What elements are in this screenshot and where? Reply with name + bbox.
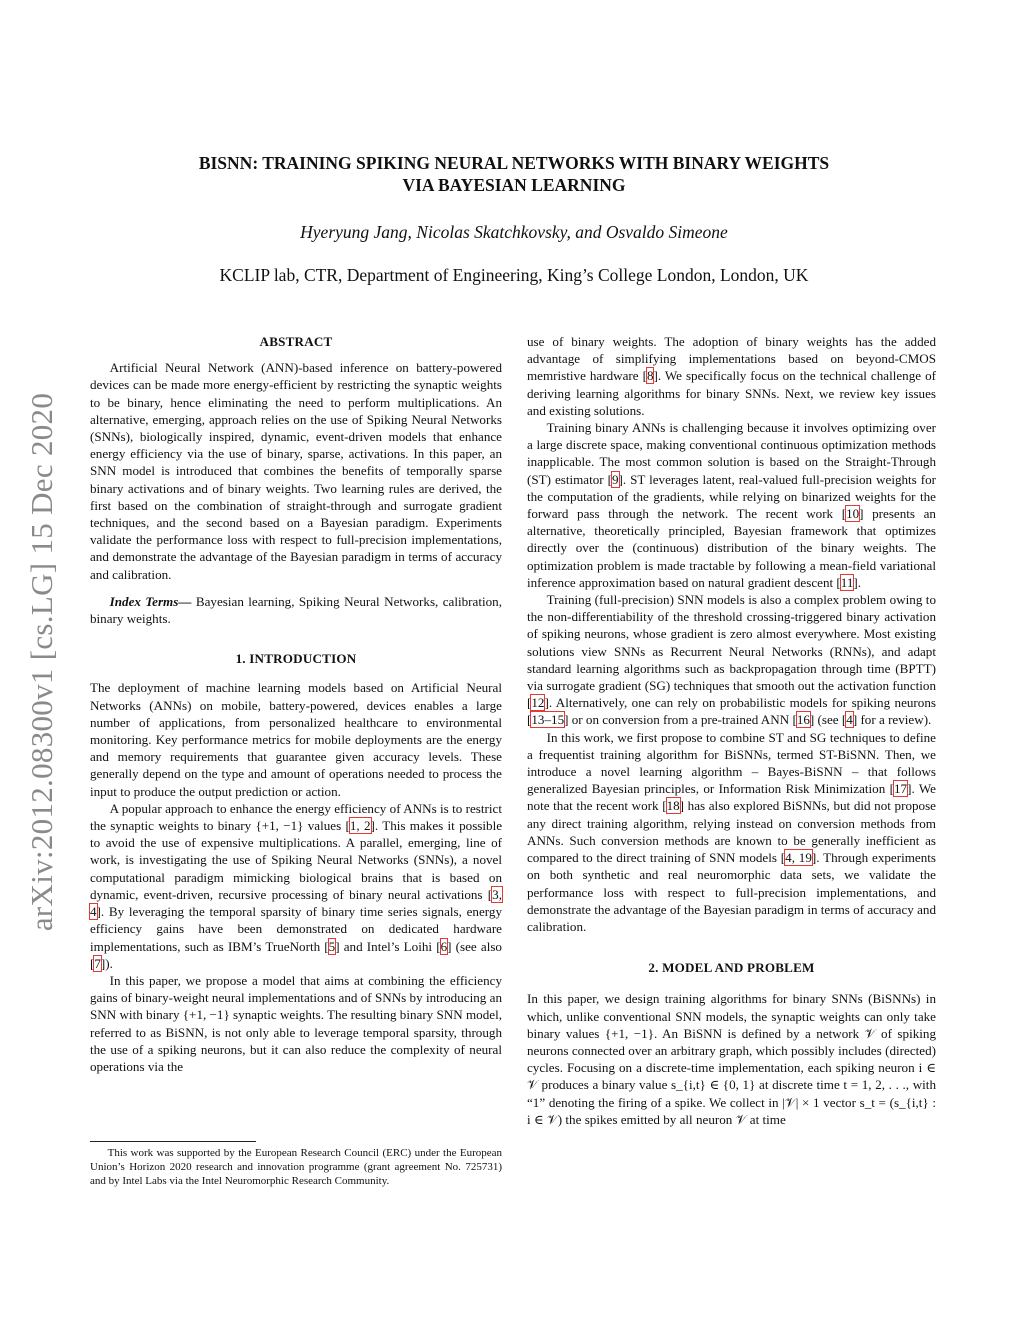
citation-link[interactable]: 7 (94, 955, 101, 971)
citation-link[interactable]: 11 (840, 574, 854, 590)
right-paragraph-1 (527, 333, 936, 419)
intro-paragraph-3: In this paper, we propose a model that aims at combining the efficiency gains of binary-weight neural implementations and of SNNs by introducing an SNN with binary {+1, −1} synaptic weights. The resulting binary SNN model, referred to as BiSNN, is not only able to leverage temporal sparsity, through the use of a spiking neurons, but it can also reduce the complexity of neural operations via the (90, 972, 502, 1074)
footnote (90, 1141, 502, 1189)
text-span: ]. We note that the recent work [ (527, 781, 936, 814)
citation-link[interactable]: 10 (846, 506, 860, 522)
index-terms-text: Bayesian learning, Spiking Neural Networks, calibration, binary weights. (90, 593, 502, 627)
abstract-heading: ABSTRACT (259, 334, 333, 349)
text-span: ]. Through experiments on both synthetic and real neuromorphic data sets, we validate the performance loss with respect to full-precision implementations, and demonstrate the advantage of the Bayesian paradigm in terms of accuracy and calibration. (527, 850, 937, 934)
text-span: ] presents an alternative, theoretically principled, Bayesian framework that optimizes directly over the (continuous) distribution of the binary weights. The optimization problem is made tractable by following a mean-field variational inference approximation based on natural gradient descent [ (527, 506, 936, 590)
citation-link[interactable]: 4 (846, 712, 853, 728)
text-span: Training binary ANNs is challenging because it involves optimizing over a large discrete space, making conventional continuous optimization methods inapplicable. The most common solution is based on the Straight-Through (ST) estimator [ (527, 420, 936, 487)
footnote-rule (90, 1141, 256, 1142)
index-terms (90, 593, 502, 627)
section-2-heading: 2. MODEL AND PROBLEM (648, 960, 815, 976)
right-paragraph-4 (527, 729, 936, 935)
text-span: ] (see also [ (90, 938, 502, 971)
introduction-heading: 1. INTRODUCTION (235, 651, 357, 667)
abstract-body: Artificial Neural Network (ANN)-based inference on battery-powered devices can be made more energy-efficient by restricting the synaptic weights to be binary, hence eliminating the need to perform multiplications. An alternative, emerging, approach relies on the use of Spiking Neural Networks (SNNs), biologically inspired, dynamic, event-driven models that enhance energy efficiency via the use of binary, sparse, activations. In this paper, an SNN model is introduced that combines the benefits of temporally sparse binary activations and of binary weights. Two learning rules are derived, the first based on the combination of straight-through and surrogate gradient techniques, and the second based on a Bayesian paradigm. Experiments validate the performance loss with respect to full-precision implementations, and demonstrate the advantage of the Bayesian paradigm in terms of accuracy and calibration. (90, 360, 502, 582)
text-span: ] (see [ (809, 712, 847, 728)
text-span: use of binary weights. The adoption of binary weights has the added advantage of simplifying implementations based on beyond-CMOS memristive hardware [ (527, 334, 936, 384)
text-span: ]). (100, 955, 113, 971)
text-span: ] or on conversion from a pre-trained ANN [ (564, 712, 797, 728)
citation-link[interactable]: 4, 19 (785, 850, 812, 866)
citation-link[interactable]: 13–15 (531, 712, 565, 728)
text-span: Training (full-precision) SNN models is also a complex problem owing to the non-differentiability of the threshold crossing-triggered binary activation of spiking neurons, whose gradient is zero almost everywhere. Most existing solutions view SNNs as Recurrent Neural Networks (RNNs), and adapt standard learning algorithms such as backpropagation through time (BPTT) via surrogate gradient (SG) techniques that smooth out the activation function [ (527, 592, 936, 711)
paper-title (90, 152, 938, 196)
text-span: ]. Alternatively, one can rely on probabilistic models for spiking neurons [ (527, 695, 936, 728)
right-paragraph-2 (527, 419, 936, 591)
text-span: ]. We specifically focus on the technical challenge of deriving learning algorithms for binary SNNs. Next, we review key issues and existing solutions. (527, 368, 936, 418)
citation-link[interactable]: 17 (894, 781, 908, 797)
citation-link[interactable]: 1, 2 (349, 818, 371, 834)
text-span: In this work, we first propose to combine ST and SG techniques to define a frequentist training algorithm for BiSNNs, termed ST-BiSNN. Then, we introduce a novel learning algorithm – Bayes-BiSNN – that follows generalized Bayesian principles, or Information Risk Minimization [ (527, 729, 936, 797)
index-terms-label: Index Terms— (109, 593, 192, 609)
citation-link[interactable]: 9 (611, 471, 619, 487)
right-column (527, 333, 936, 1128)
citation-link[interactable]: 5 (328, 938, 336, 954)
citation-link[interactable]: 18 (666, 798, 680, 814)
right-paragraph-3 (527, 591, 936, 729)
left-column (90, 333, 502, 1075)
footnote-text: This work was supported by the European Research Council (ERC) under the European Union’s Horizon 2020 research and innovation programme (grant agreement No. 725731) and by Intel Labs via the Intel Neuromorphic Research Community. (90, 1147, 502, 1187)
text-span: A popular approach to enhance the energy efficiency of ANNs is to restrict the synaptic weights to binary {+1, −1} values [ (90, 800, 502, 834)
citation-link[interactable]: 16 (796, 712, 810, 728)
citation-link[interactable]: 12 (531, 695, 545, 711)
authors: Hyeryung Jang, Nicolas Skatchkovsky, and Osvaldo Simeone (300, 222, 728, 242)
text-span: ]. (853, 574, 862, 590)
arxiv-identifier (17, 352, 67, 972)
intro-paragraph-1: The deployment of machine learning models based on Artificial Neural Networks (ANNs) on mobile, battery-powered, devices enables a large number of applications, from personalized healthcare to environmental monitoring. Key performance metrics for mobile deployments are the energy and memory requirements that guarantee given accuracy levels. These generally depend on the type and amount of operations needed to process the input to produce the output prediction or action. (90, 680, 502, 799)
affiliation: KCLIP lab, CTR, Department of Engineering, King’s College London, London, UK (219, 265, 809, 285)
text-span: ]. This makes it possible to avoid the use of expensive multiplications. A parallel, emerging, line of work, is investigating the use of Spiking Neural Networks (SNNs), a novel computational paradigm mimicking biological brains that is based on dynamic, event-driven, recursive processing of binary neural activations [ (90, 818, 503, 902)
arxiv-identifier-text: arXiv:2012.08300v1 [cs.LG] 15 Dec 2020 (24, 392, 60, 932)
text-span: ] has also explored BiSNNs, but did not propose any direct training algorithm, relying instead on conversion methods from ANNs. Such conversion methods are known to be generally inefficient as compared to the direct training of SNN models [ (527, 798, 936, 866)
text-span: ] for a review). (852, 712, 932, 728)
citation-link[interactable]: 8 (646, 368, 654, 384)
section-2-paragraph-1: In this paper, we design training algorithms for binary SNNs (BiSNNs) in which, unlike conventional SNN models, the synaptic weights can only take binary values {+1, −1}. An BiSNN is defined by a network 𝒱 of spiking neurons connected over an arbitrary graph, which possibly includes (directed) cycles. Focusing on a discrete-time implementation, each spiking neuron i ∈ 𝒱 produces a binary value s_{i,t} ∈ {0, 1} at discrete time t = 1, 2, . . ., with “1” denoting the firing of a spike. We collect in |𝒱| × 1 vector s_t = (s_{i,t} : i ∈ 𝒱) the spikes emitted by all neuron 𝒱 at time (527, 991, 936, 1127)
text-span: ]. ST leverages latent, real-valued full-precision weights for the computation of the gradients, while relying on binarized weights for the forward pass through the network. The recent work [ (527, 471, 936, 522)
citation-link[interactable]: 6 (440, 938, 448, 954)
text-span: ]. By leveraging the temporal sparsity of binary time series signals, energy efficiency gains have been demonstrated on dedicated hardware implementations, such as IBM’s TrueNorth [ (90, 904, 502, 954)
title-line-2: VIA BAYESIAN LEARNING (402, 175, 626, 195)
citation-link[interactable]: 3, 4 (90, 886, 502, 920)
title-line-1: BISNN: TRAINING SPIKING NEURAL NETWORKS WITH BINARY WEIGHTS (198, 153, 830, 173)
intro-paragraph-2 (90, 800, 502, 972)
text-span: ] and Intel’s Loihi [ (335, 938, 441, 954)
